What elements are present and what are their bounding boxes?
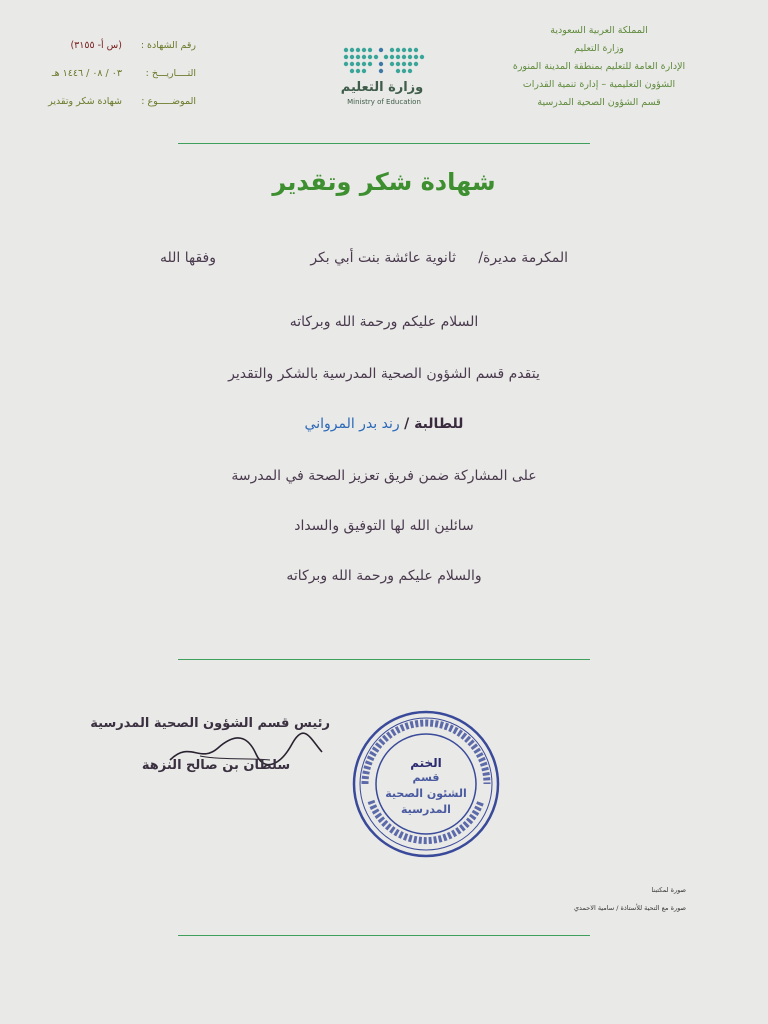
header-line-country: المملكة العربية السعودية — [550, 25, 648, 36]
header-line-directorate: الإدارة العامة للتعليم بمنطقة المدينة المنورة — [512, 61, 686, 72]
ministry-header — [484, 22, 714, 112]
blessing: وفقها الله — [160, 250, 216, 266]
divider-bottom — [178, 935, 590, 936]
student-label: للطالبة / — [404, 416, 464, 432]
stamp-label: الختم — [410, 756, 442, 770]
signatory-name: سلطان بن صالح النزهة — [141, 758, 291, 773]
header-line-department: قسم الشؤون الصحية المدرسية — [537, 97, 661, 108]
address-line — [150, 250, 568, 274]
divider-top — [178, 143, 590, 144]
wish-line: سائلين الله لها التوفيق والسداد — [294, 518, 474, 534]
stamp-line-1: قسم — [412, 771, 440, 784]
student-name: رند بدر المرواني — [304, 416, 400, 432]
cert-number-row — [36, 40, 196, 68]
cert-number-value: (س أ- ٣١٥٥) — [70, 40, 122, 51]
student-line — [0, 416, 768, 432]
header-line-ministry: وزارة التعليم — [574, 43, 624, 54]
date-value: ٠٣ / ٠٨ / ١٤٤٦ هـ — [51, 68, 122, 79]
reason-line: على المشاركة ضمن فريق تعزيز الصحة في المدرسة — [231, 468, 537, 484]
stamp-line-2: الشئون الصحية — [385, 787, 467, 800]
subject-row — [36, 96, 196, 124]
subject-value: شهادة شكر وتقدير — [48, 96, 122, 107]
ministry-logo-icon — [336, 44, 436, 80]
ministry-logo — [336, 44, 436, 108]
thanks-line: يتقدم قسم الشؤون الصحية المدرسية بالشكر والتقدير — [228, 366, 540, 382]
stamp-line-3: المدرسية — [401, 803, 451, 816]
school-name: ثانوية عائشة بنت أبي بكر — [310, 250, 456, 266]
stamp-text — [351, 770, 501, 818]
certificate-title: شهادة شكر وتقدير — [272, 168, 496, 196]
closing-line: والسلام عليكم ورحمة الله وبركاته — [286, 568, 482, 584]
logo-english-text: Ministry of Education — [347, 98, 421, 106]
copy-note-office: صورة لمكتبنا — [651, 886, 686, 894]
recipient-title: المكرمة مديرة/ — [478, 250, 568, 266]
date-row — [36, 68, 196, 96]
header-line-affairs: الشؤون التعليمية – إدارة تنمية القدرات — [522, 79, 676, 90]
date-label: التــــاريـــخ : — [145, 68, 196, 79]
subject-label: الموضـــــوع : — [141, 96, 196, 107]
copy-note-teacher: صورة مع التحية للأستاذة / سامية الاحمدي — [573, 904, 686, 912]
divider-middle — [178, 659, 590, 660]
logo-arabic-text: وزارة التعليم — [340, 80, 424, 95]
certificate-info — [36, 40, 196, 124]
signatory-title: رئيس قسم الشؤون الصحية المدرسية — [90, 716, 330, 731]
greeting-line: السلام عليكم ورحمة الله وبركاته — [289, 314, 479, 330]
cert-number-label: رقم الشهادة : — [140, 40, 196, 51]
